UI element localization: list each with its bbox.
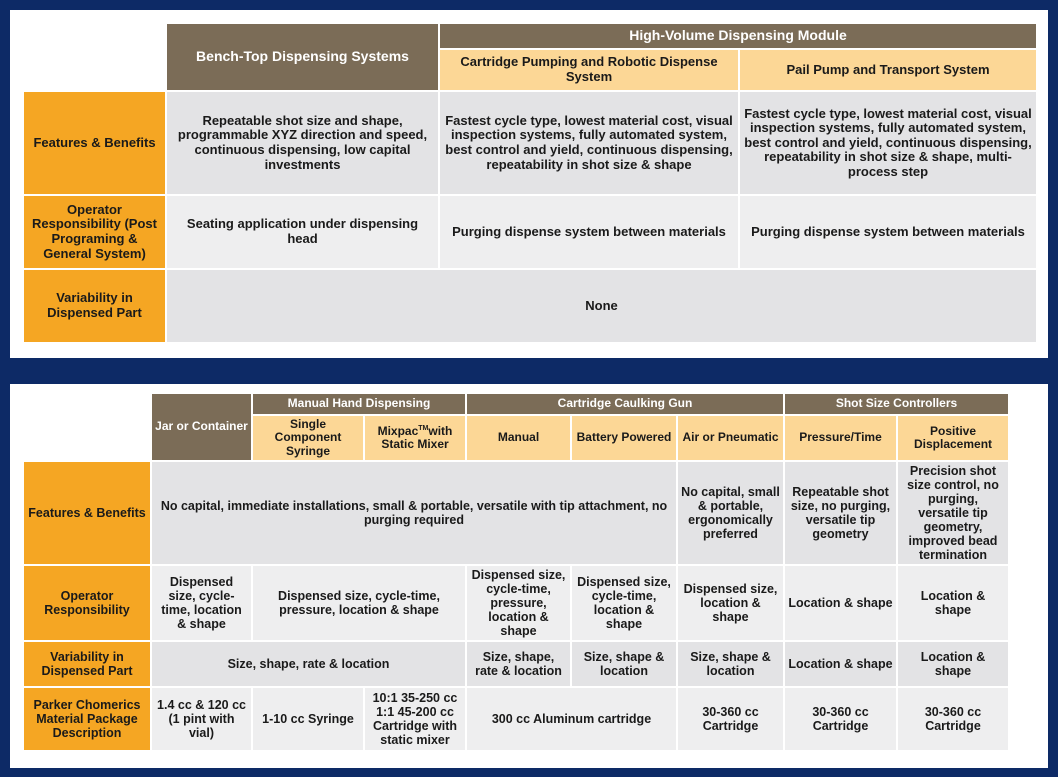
row-label-features: Features & Benefits <box>24 92 165 194</box>
cell-operator-hand: Dispensed size, cycle-time, pressure, location & shape <box>253 566 465 640</box>
header-battery: Battery Powered <box>572 416 676 460</box>
cell-operator-benchtop: Seating application under dispensing head <box>167 196 438 268</box>
row-label-variability: Variability in Dispensed Part <box>24 642 150 686</box>
hand-dispensing-panel <box>10 384 1048 768</box>
cell-package-air: 30-360 cc Cartridge <box>678 688 783 750</box>
row-label-operator: Operator Responsibility <box>24 566 150 640</box>
header-manual: Manual <box>467 416 570 460</box>
cell-package-positive: 30-360 cc Cartridge <box>898 688 1008 750</box>
cell-operator-air: Dispensed size, location & shape <box>678 566 783 640</box>
header-single-syringe: Single Component Syringe <box>253 416 363 460</box>
cell-variability-all: None <box>167 270 1036 342</box>
header-shot-size: Shot Size Controllers <box>785 394 1008 414</box>
cell-operator-pressure: Location & shape <box>785 566 896 640</box>
header-caulking: Cartridge Caulking Gun <box>467 394 783 414</box>
row-label-package: Parker Chomerics Material Package Description <box>24 688 150 750</box>
cell-package-caulking: 300 cc Aluminum cartridge <box>467 688 676 750</box>
header-positive: Positive Displacement <box>898 416 1008 460</box>
header-cartridge-pumping: Cartridge Pumping and Robotic Dispense System <box>440 50 738 90</box>
row-label-operator: Operator Responsibility (Post Programing & General System) <box>24 196 165 268</box>
dispensing-systems-table <box>22 22 1038 344</box>
cell-features-positive: Precision shot size control, no purging, versatile tip geometry, improved bead termination <box>898 462 1008 564</box>
cell-operator-pail: Purging dispense system between materials <box>740 196 1036 268</box>
header-benchtop: Bench-Top Dispensing Systems <box>167 24 438 90</box>
cell-variability-manual: Size, shape, rate & location <box>467 642 570 686</box>
header-jar: Jar or Container <box>152 394 251 460</box>
cell-operator-cartridge: Purging dispense system between materials <box>440 196 738 268</box>
cell-variability-air: Size, shape & location <box>678 642 783 686</box>
cell-operator-manual: Dispensed size, cycle-time, pressure, location & shape <box>467 566 570 640</box>
header-pressure: Pressure/Time <box>785 416 896 460</box>
cell-package-syringe: 1-10 cc Syringe <box>253 688 363 750</box>
row-label-features: Features & Benefits <box>24 462 150 564</box>
cell-features-benchtop: Repeatable shot size and shape, programmable XYZ direction and speed, continuous dispensing, low capital investments <box>167 92 438 194</box>
cell-features-pail: Fastest cycle type, lowest material cost, visual inspection systems, fully automated system, best control and yield, continuous dispensing, repeatability in shot size & shape, multi-process step <box>740 92 1036 194</box>
cell-operator-jar: Dispensed size, cycle-time, location & shape <box>152 566 251 640</box>
cell-variability-battery: Size, shape & location <box>572 642 676 686</box>
cell-variability-positive: Location & shape <box>898 642 1008 686</box>
header-mixpac: Mixpac™with Static Mixer <box>365 416 465 460</box>
cell-features-air: No capital, small & portable, ergonomically preferred <box>678 462 783 564</box>
cell-features-span: No capital, immediate installations, small & portable, versatile with tip attachment, no purging required <box>152 462 676 564</box>
header-air: Air or Pneumatic <box>678 416 783 460</box>
cell-package-mixpac: 10:1 35-250 cc 1:1 45-200 cc Cartridge with static mixer <box>365 688 465 750</box>
hand-dispensing-table <box>22 392 1010 752</box>
cell-features-pressure: Repeatable shot size, no purging, versatile tip geometry <box>785 462 896 564</box>
cell-operator-battery: Dispensed size, cycle-time, location & shape <box>572 566 676 640</box>
corner-blank <box>24 24 165 90</box>
cell-package-pressure: 30-360 cc Cartridge <box>785 688 896 750</box>
cell-variability-pressure: Location & shape <box>785 642 896 686</box>
cell-package-jar: 1.4 cc & 120 cc (1 pint with vial) <box>152 688 251 750</box>
cell-variability-span: Size, shape, rate & location <box>152 642 465 686</box>
cell-features-cartridge: Fastest cycle type, lowest material cost, visual inspection systems, fully automated system, best control and yield, continuous dispensing, repeatability in shot size & shape <box>440 92 738 194</box>
cell-operator-positive: Location & shape <box>898 566 1008 640</box>
bench-top-vs-high-volume-panel <box>10 10 1048 358</box>
header-hvdm: High-Volume Dispensing Module <box>440 24 1036 48</box>
header-manual-hand: Manual Hand Dispensing <box>253 394 465 414</box>
row-label-variability: Variability in Dispensed Part <box>24 270 165 342</box>
header-pail-pump: Pail Pump and Transport System <box>740 50 1036 90</box>
corner-blank <box>24 394 150 460</box>
